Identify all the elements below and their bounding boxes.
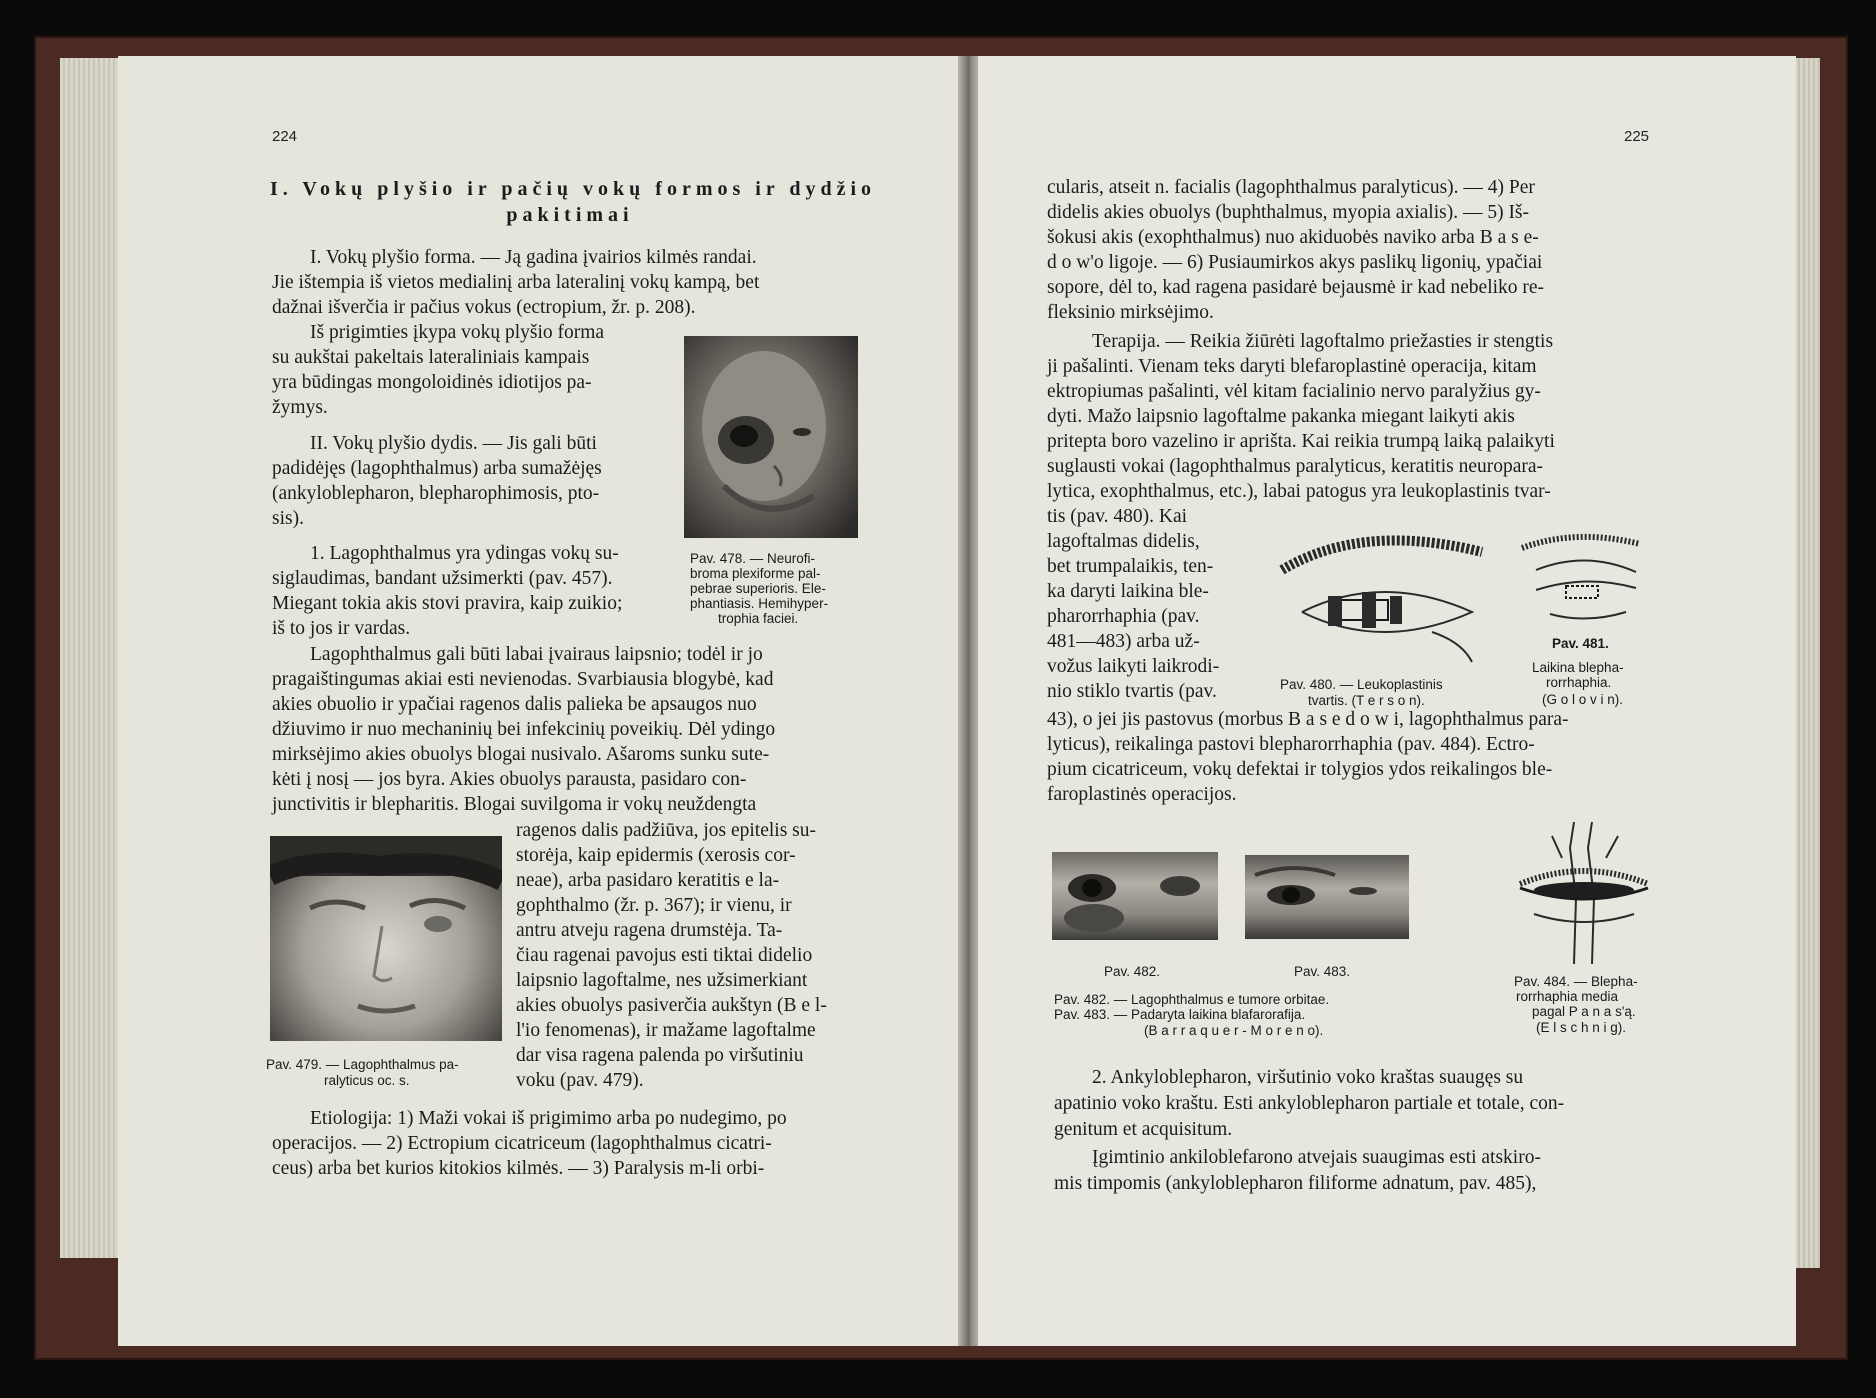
- caption-484-line: pagal P a n a s'ą.: [1532, 1004, 1636, 1019]
- text-line: Terapija. — Reikia žiūrėti lagoftalmo priežasties ir stengtis: [1092, 331, 1554, 352]
- section-heading-line2: pakitimai: [506, 204, 634, 226]
- caption-480-line: Pav. 480. — Leukoplastinis: [1280, 677, 1443, 692]
- text-line: Etiologija: 1) Maži vokai iš prigimimo arba po nudegimo, po: [310, 1108, 787, 1129]
- section-heading-line1: I. Vokų plyšio ir pačių vokų formos ir dydžio: [270, 178, 877, 200]
- text-line: yra būdingas mongoloidinės idiotijos pa-: [272, 372, 592, 393]
- caption-484-line: rorrhaphia media: [1516, 989, 1619, 1004]
- caption-478-line: pebrae superioris. Ele-: [690, 581, 826, 596]
- figure-480-drawing: [1272, 522, 1492, 672]
- text-line: lagoftalmas didelis,: [1047, 531, 1200, 552]
- figure-483-photo: [1245, 855, 1409, 939]
- text-line: tis (pav. 480). Kai: [1047, 506, 1188, 527]
- caption-479-line: Pav. 479. — Lagophthalmus pa-: [266, 1057, 459, 1072]
- text-line: 481—483) arba už-: [1047, 631, 1200, 652]
- right-page-number: 225: [1624, 128, 1650, 145]
- text-line: suglausti vokai (lagophthalmus paralyticus, keratitis neuropara-: [1047, 456, 1544, 477]
- text-line: d o w'o ligoje. — 6) Pusiaumirkos akys paslikų ligonių, ypačiai: [1047, 252, 1543, 273]
- label-483: Pav. 483.: [1294, 964, 1351, 979]
- text-line: akies obuolys pasiverčia aukštyn (B e l-: [516, 995, 827, 1016]
- text-line: iš to jos ir vardas.: [272, 618, 411, 639]
- text-line: bet trumpalaikis, ten-: [1047, 556, 1214, 577]
- caption-482-483-line: (B a r r a q u e r - M o r e n o).: [1144, 1023, 1324, 1038]
- text-line: faroplastinės operacijos.: [1047, 784, 1237, 805]
- text-line: mirksėjimo akies obuolys blogai nusivalo. Ašaroms sunku sute-: [272, 744, 770, 765]
- text-line: voku (pav. 479).: [516, 1070, 644, 1091]
- text-line: ji pašalinti. Vienam teks daryti blefaroplastinė operacija, kitam: [1047, 356, 1537, 377]
- text-line: antru atveju ragena drumstėja. Ta-: [516, 920, 783, 941]
- text-line: nio stiklo tvartis (pav.: [1047, 681, 1217, 702]
- text-line: didelis akies obuolys (buphthalmus, myopia axialis). — 5) Iš-: [1047, 202, 1530, 223]
- figure-479-photo: [270, 836, 502, 1041]
- text-line: vožus laikyti laikrodi-: [1047, 656, 1220, 677]
- text-line: pragaištingumas akiai esti nevienodas. Svarbiausia blogybė, kad: [272, 669, 774, 690]
- text-line: Lagophthalmus gali būti labai įvairaus laipsnio; todėl ir jo: [310, 644, 763, 665]
- text-line: padidėjęs (lagophthalmus) arba sumažėjęs: [272, 458, 602, 479]
- text-line: Įgimtinio ankiloblefarono atvejais suaugimas esti atskiro-: [1092, 1147, 1541, 1168]
- text-line: 43), o jei jis pastovus (morbus B a s e d o w i, lagophthalmus para-: [1047, 709, 1569, 730]
- text-line: junctivitis ir blepharitis. Blogai suvilgoma ir vokų neuždengta: [272, 794, 757, 815]
- text-line: ka daryti laikina ble-: [1047, 581, 1209, 602]
- text-line: Miegant tokia akis stovi pravira, kaip zuikio;: [272, 593, 623, 614]
- text-line: su aukštai pakeltais lateraliniais kampais: [272, 347, 590, 368]
- caption-478-line: broma plexiforme pal-: [690, 566, 821, 581]
- text-line: operacijos. — 2) Ectropium cicatriceum (lagophthalmus cicatri-: [272, 1133, 772, 1154]
- text-line: akies obuolio ir ypačiai ragenos dalis palieka be apsaugos nuo: [272, 694, 757, 715]
- text-line: pium cicatriceum, vokų defektai ir tolygios ydos reikalingos ble-: [1047, 759, 1553, 780]
- text-line: dyti. Mažo laipsnio lagoftalme pakanka miegant laikyti akis: [1047, 406, 1515, 427]
- text-line: žymys.: [272, 397, 328, 418]
- text-line: I. Vokų plyšio forma. — Ją gadina įvairios kilmės randai.: [310, 247, 757, 268]
- text-line: čiau ragenai pavojus esti tiktai didelio: [516, 945, 813, 966]
- text-line: dažnai išverčia ir pačius vokus (ectropium, žr. p. 208).: [272, 297, 696, 318]
- caption-481-line: Laikina blepha-: [1532, 660, 1624, 675]
- text-line: cularis, atseit n. facialis (lagophthalmus paralyticus). — 4) Per: [1047, 177, 1535, 198]
- text-line: lyticus), reikalinga pastovi blepharorrhaphia (pav. 484). Ectro-: [1047, 734, 1535, 755]
- text-line: ragenos dalis padžiūva, jos epitelis su-: [516, 820, 817, 841]
- caption-481-line: rorrhaphia.: [1546, 675, 1612, 690]
- text-line: apatinio voko kraštu. Esti ankyloblepharon partiale et totale, con-: [1054, 1093, 1565, 1114]
- text-line: pritepta boro vazelino ir aprišta. Kai reikia trumpą laiką palaikyti: [1047, 431, 1555, 452]
- text-line: neae), arba pasidaro keratitis e la-: [516, 870, 780, 891]
- caption-484-line: (E l s c h n i g).: [1536, 1020, 1627, 1035]
- text-line: Jie ištempia iš vietos medialinį arba lateralinį vokų kampą, bet: [272, 272, 760, 293]
- text-line: siglaudimas, bandant užsimerkti (pav. 457).: [272, 568, 613, 589]
- figure-484-drawing: [1514, 818, 1654, 968]
- caption-480-line: tvartis. (T e r s o n).: [1308, 693, 1425, 708]
- text-line: sopore, dėl to, kad ragena pasidarė bejausmė ir kad nebeliko re-: [1047, 277, 1545, 298]
- caption-479-line: ralyticus oc. s.: [324, 1073, 410, 1088]
- caption-481-line: (G o l o v i n).: [1542, 692, 1624, 707]
- text-line: džiuvimo ir nuo mechaninių bei infekcinių poveikių. Dėl ydingo: [272, 719, 776, 740]
- figure-481-drawing: [1516, 530, 1646, 625]
- text-line: mis timpomis (ankyloblepharon filiforme adnatum, pav. 485),: [1054, 1173, 1537, 1194]
- text-line: 2. Ankyloblepharon, viršutinio voko kraštas suaugęs su: [1092, 1067, 1524, 1088]
- text-line: lytica, exophthalmus, etc.), labai patogus yra leukoplastinis tvar-: [1047, 481, 1551, 502]
- text-line: genitum et acquisitum.: [1054, 1119, 1233, 1140]
- text-line: laipsnio lagoftalme, nes užsimerkiant: [516, 970, 808, 991]
- caption-481-line: Pav. 481.: [1552, 636, 1609, 651]
- text-line: sis).: [272, 508, 304, 529]
- caption-482-483-line: Pav. 482. — Lagophthalmus e tumore orbitae.: [1054, 992, 1330, 1007]
- caption-478-line: phantiasis. Hemihyper-: [690, 596, 829, 611]
- text-line: 1. Lagophthalmus yra ydingas vokų su-: [310, 543, 619, 564]
- caption-482-483-line: Pav. 483. — Padaryta laikina blafarorafija.: [1054, 1007, 1306, 1022]
- text-line: II. Vokų plyšio dydis. — Jis gali būti: [310, 433, 597, 454]
- figure-478-photo: [684, 336, 858, 538]
- text-line: storėja, kaip epidermis (xerosis cor-: [516, 845, 796, 866]
- text-line: dar visa ragena palenda po viršutiniu: [516, 1045, 804, 1066]
- text-line: pharorrhaphia (pav.: [1047, 606, 1200, 627]
- text-line: l'io fenomenas), ir mažame lagoftalme: [516, 1020, 816, 1041]
- text-line: šokusi akis (exophthalmus) nuo akiduobės naviko arba B a s e-: [1047, 227, 1539, 248]
- text-line: gophthalmo (žr. p. 367); ir vienu, ir: [516, 895, 792, 916]
- text-line: ceus) arba bet kurios kitokios kilmės. — 3) Paralysis m-li orbi-: [272, 1158, 765, 1179]
- text-line: ektropiumas pašalinti, vėl kitam facialinio nervo paralyžius gy-: [1047, 381, 1541, 402]
- left-page-number: 224: [272, 128, 298, 145]
- figure-482-photo: [1052, 852, 1218, 940]
- text-line: kėti į nosį — jos byra. Akies obuolys paraustа, pasidaro con-: [272, 769, 747, 790]
- text-line: fleksinio mirksėjimo.: [1047, 302, 1214, 323]
- caption-478-line: trophia faciei.: [718, 611, 799, 626]
- caption-484-line: Pav. 484. — Blepha-: [1514, 974, 1638, 989]
- text-line: (ankyloblepharon, blepharophimosis, pto-: [272, 483, 600, 504]
- caption-478-line: Pav. 478. — Neurofi-: [690, 551, 816, 566]
- label-482: Pav. 482.: [1104, 964, 1161, 979]
- text-line: Iš prigimties įkypa vokų plyšio forma: [310, 322, 605, 343]
